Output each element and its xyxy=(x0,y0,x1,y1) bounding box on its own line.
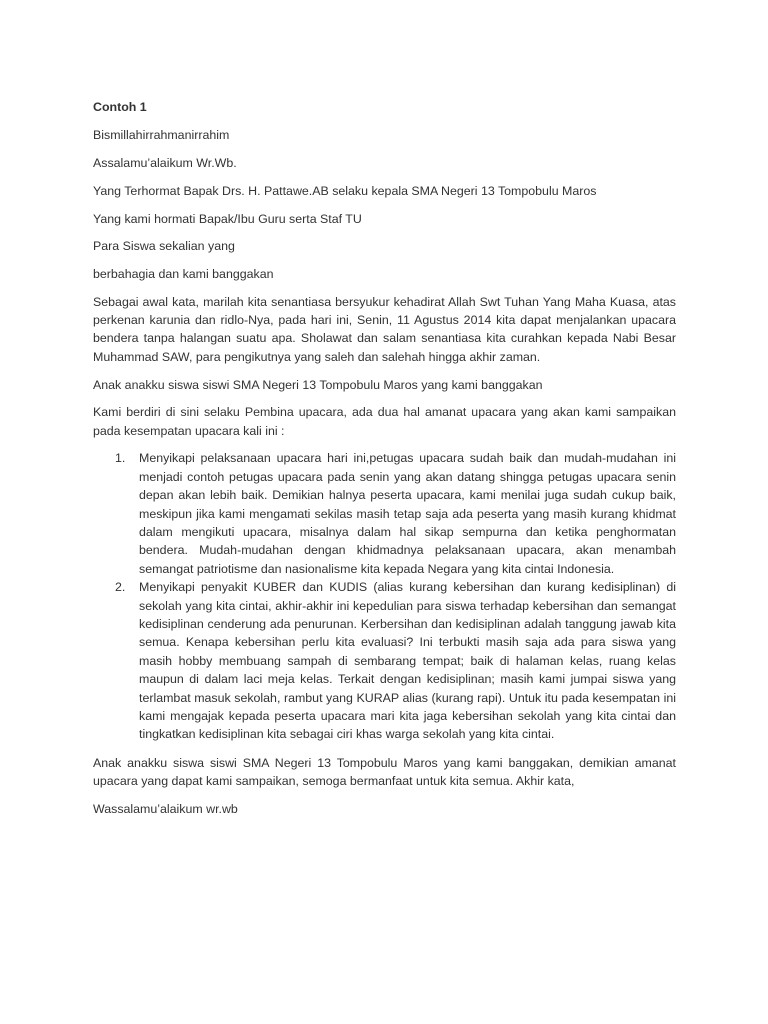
list-item xyxy=(115,449,676,578)
amanat-list xyxy=(93,449,676,744)
closing-paragraph: Anak anakku siswa siswi SMA Negeri 13 Tompobulu Maros yang kami banggakan, demikian amanat upacara yang dapat kami sampaikan, semoga bermanfaat untuk kita semua. Akhir kata, xyxy=(93,755,676,789)
list-item-text: Menyikapi pelaksanaan upacara hari ini,petugas upacara sudah baik dan mudah-mudahan ini menjadi contoh petugas upacara pada senin yang akan datang shingga petugas upacara senin depan akan lebih baik. Demikian halnya peserta upacara, kami menilai juga sudah cukup baik, meskipun jika kami mengamati sekilas masih tetap saja ada peserta yang masih kurang khidmat dalam mengikuti upacara, misalnya dalam hal sikap sempurna dan ketika penghormatan bendera. Mudah-mudahan dengan khidmadnya pelaksanaan upacara, akan menambah semangat patriotisme dan nasionalisme kita kepada Negara yang kita cintai Indonesia. xyxy=(139,451,676,576)
opening-paragraph: Sebagai awal kata, marilah kita senantiasa bersyukur kehadirat Allah Swt Tuhan Yang Maha Kuasa, atas perkenan karunia dan ridlo-Nya, pada hari ini, Senin, 11 Agustus 2014 kita dapat menjalankan upacara bendera tanpa halangan suatu apa. Sholawat dan salam senantiasa kita curahkan kepada Nabi Besar Muhammad SAW, para pengikutnya yang saleh dan salehah hingga akhir zaman. xyxy=(93,294,676,364)
document-page xyxy=(93,98,676,828)
list-item xyxy=(115,578,676,744)
greeting-principal: Yang Terhormat Bapak Drs. H. Pattawe.AB selaku kepala SMA Negeri 13 Tompobulu Maros xyxy=(93,183,597,198)
closing-salam: Wassalamu’alaikum wr.wb xyxy=(93,801,238,816)
list-item-number: 2. xyxy=(115,580,126,595)
document-title: Contoh 1 xyxy=(93,100,147,114)
list-item-text: Menyikapi penyakit KUBER dan KUDIS (alias kurang kebersihan dan kurang kedisiplinan) di sekolah yang kita cintai, akhir-akhir ini kepedulian para siswa terhadap kebersihan dan semangat kedisiplinan cenderung ada penurunan. Kerbersihan dan kedisiplinan adalah tanggung jawab kita semua. Kenapa kebersihan perlu kita evaluasi? Ini terbukti masih saja ada para siswa yang masih hobby membuang sampah di sembarang tempat; baik di halaman kelas, ruang kelas maupun di dalam laci meja kelas. Terkait dengan kedisiplinan; masih kami jumpai siswa yang terlambat masuk sekolah, rambut yang KURAP alias (kurang rapi). Untuk itu pada kesempatan ini kami mengajak kepada peserta upacara mari kita jaga kebersihan sekolah yang kita cintai dan tingkatkan kedisiplinan kita sebagai ciri khas warga sekolah yang kita cintai. xyxy=(139,580,676,742)
greeting-teachers: Yang kami hormati Bapak/Ibu Guru serta Staf TU xyxy=(93,211,362,226)
opening-salam: Assalamu’alaikum Wr.Wb. xyxy=(93,156,237,171)
greeting-students-line2: berbahagia dan kami banggakan xyxy=(93,266,274,281)
address-students: Anak anakku siswa siswi SMA Negeri 13 Tompobulu Maros yang kami banggakan xyxy=(93,377,543,392)
intro-paragraph: Kami berdiri di sini selaku Pembina upacara, ada dua hal amanat upacara yang akan kami sampaikan pada kesempatan upacara kali ini : xyxy=(93,405,676,438)
list-item-number: 1. xyxy=(115,451,126,466)
greeting-students-line1: Para Siswa sekalian yang xyxy=(93,239,235,254)
opening-basmalah: Bismillahirrahmanirrahim xyxy=(93,128,230,143)
